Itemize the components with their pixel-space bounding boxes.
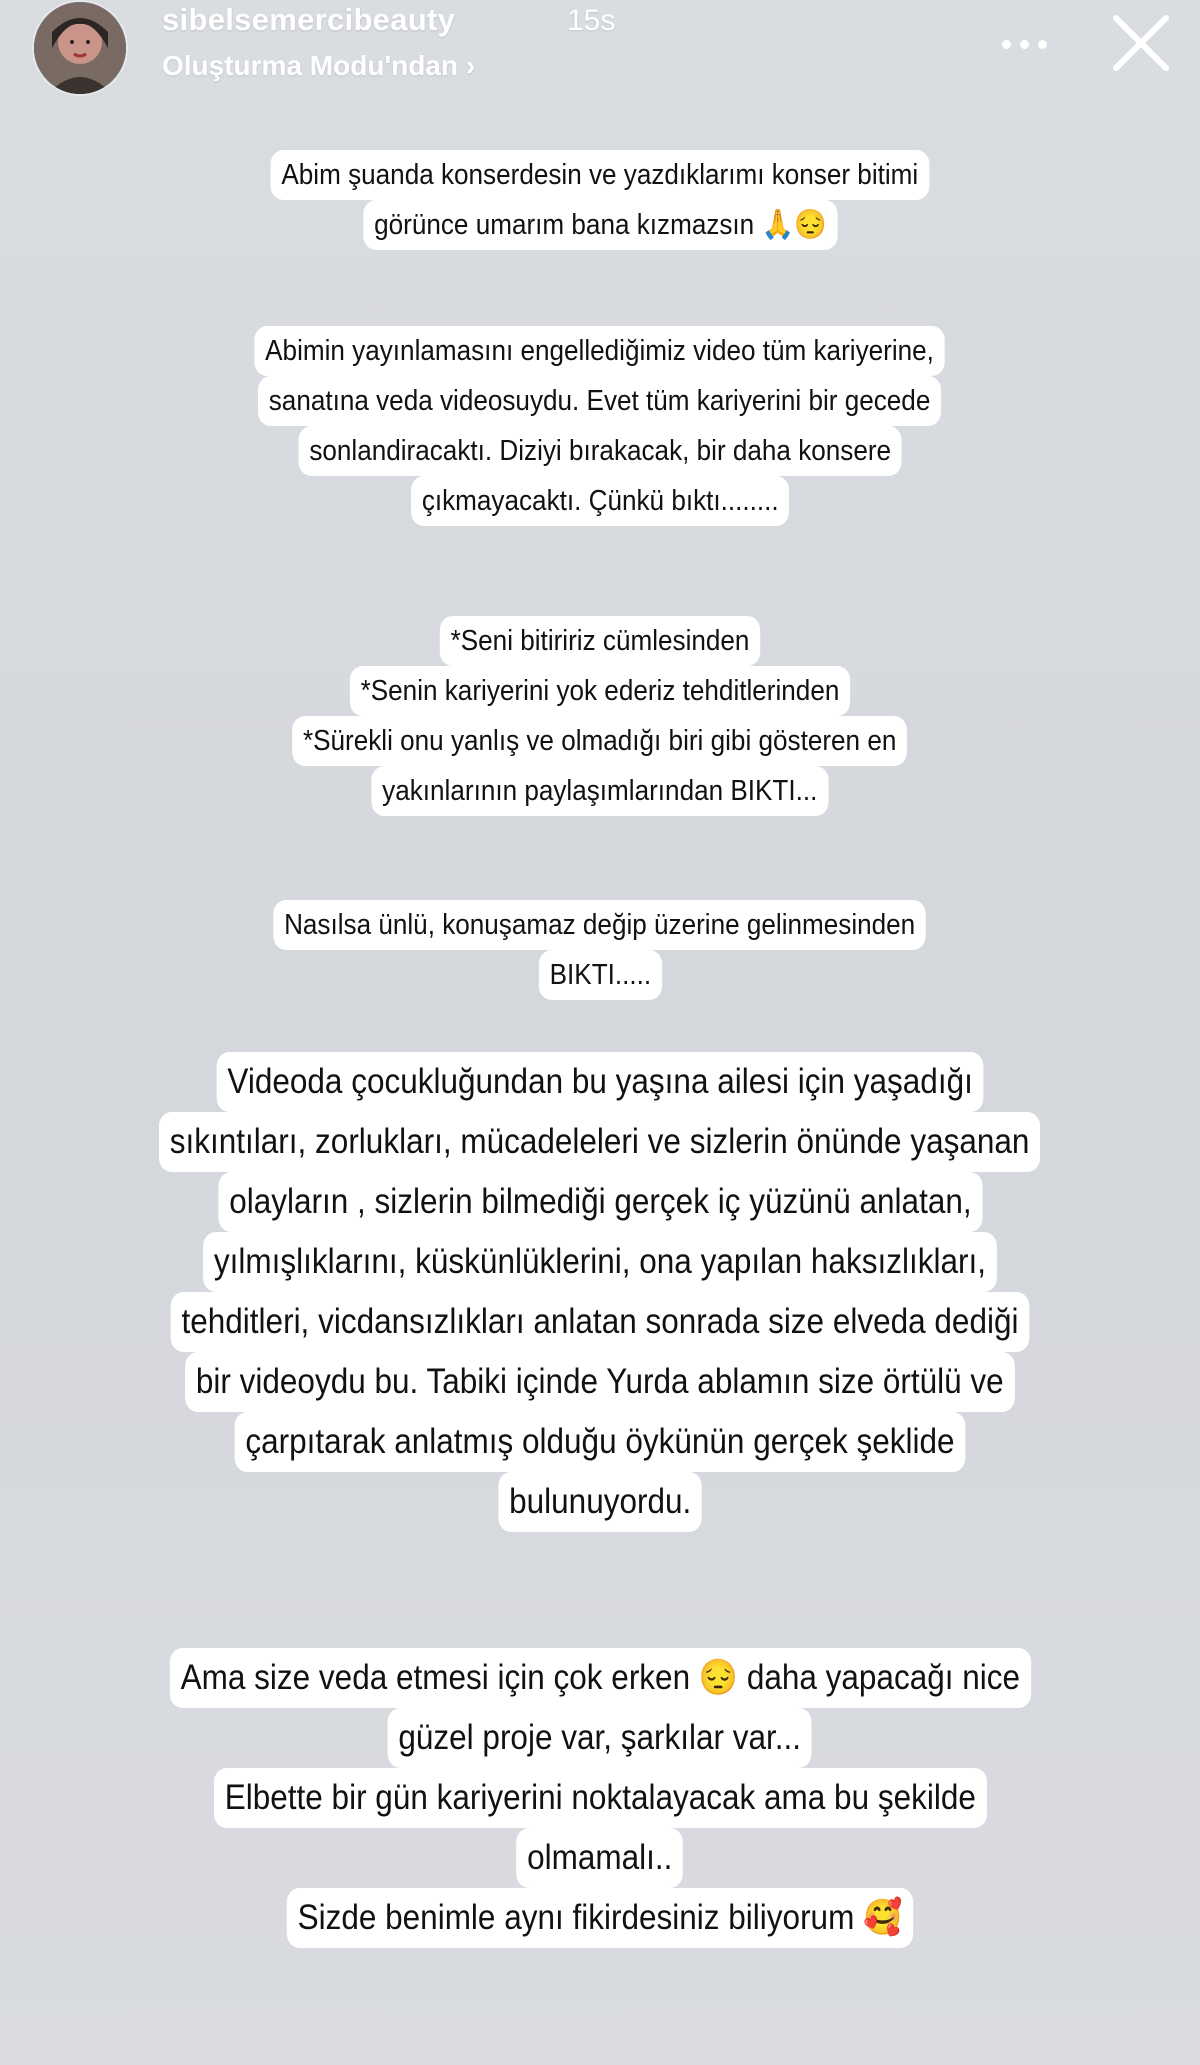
text-line: Ama size veda etmesi için çok erken 😔 daha yapacağı nice [169, 1648, 1030, 1708]
story-text-block-3 [0, 616, 1200, 816]
more-dot [1002, 40, 1011, 49]
story-text-block-1 [0, 150, 1200, 250]
story-text-block-6 [0, 1648, 1200, 1948]
text-line: bulunuyordu. [498, 1472, 702, 1532]
more-horizontal-icon[interactable] [996, 24, 1056, 64]
text-line: çarpıtarak anlatmış olduğu öykünün gerçek şeklide [235, 1412, 966, 1472]
profile-avatar[interactable] [34, 2, 126, 94]
text-line: Elbette bir gün kariyerini noktalayacak ama bu şekilde [214, 1768, 987, 1828]
text-line: BIKTI..... [538, 950, 661, 1000]
more-dot [1038, 40, 1047, 49]
text-line: sıkıntıları, zorlukları, mücadeleleri ve sizlerin önünde yaşanan [159, 1112, 1040, 1172]
text-line: sanatına veda videosuydu. Evet tüm kariyerini bir gecede [258, 376, 941, 426]
text-line: olayların , sizlerin bilmediği gerçek iç yüzünü anlatan, [218, 1172, 982, 1232]
text-line: güzel proje var, şarkılar var... [388, 1708, 812, 1768]
text-line: Abimin yayınlamasını engellediğimiz video tüm kariyerine, [255, 326, 945, 376]
text-line: olmamalı.. [517, 1828, 684, 1888]
story-text-block-2 [0, 326, 1200, 526]
username[interactable]: sibelsemercibeauty [162, 2, 456, 37]
avatar-image [34, 2, 126, 94]
time-ago: 15s [567, 4, 616, 37]
text-line: bir videoydu bu. Tabiki içinde Yurda ablamın size örtülü ve [185, 1352, 1014, 1412]
text-line: Abim şuanda konserdesin ve yazdıklarımı konser bitimi [271, 150, 929, 200]
text-line: çıkmayacaktı. Çünkü bıktı........ [411, 476, 789, 526]
text-line: *Senin kariyerini yok ederiz tehditlerinden [350, 666, 850, 716]
text-line: yılmışlıklarını, küskünlüklerini, ona yapılan haksızlıkları, [203, 1232, 997, 1292]
close-icon[interactable] [1110, 12, 1172, 74]
text-line: tehditleri, vicdansızlıkları anlatan sonrada size elveda dediği [171, 1292, 1030, 1352]
text-line: yakınlarının paylaşımlarından BIKTI... [372, 766, 829, 816]
text-line: Sizde benimle aynı fikirdesiniz biliyorum 🥰 [287, 1888, 913, 1948]
source-link[interactable] [162, 50, 475, 82]
chevron-right-icon: › [465, 50, 476, 81]
text-line: görünce umarım bana kızmazsın 🙏😔 [363, 200, 837, 250]
text-line: *Seni bitiririz cümlesinden [440, 616, 760, 666]
story-text-block-4 [0, 900, 1200, 1000]
text-line: Videoda çocukluğundan bu yaşına ailesi için yaşadığı [216, 1052, 983, 1112]
more-dot [1020, 40, 1029, 49]
text-line: sonlandiracaktı. Diziyi bırakacak, bir daha konsere [298, 426, 901, 476]
text-line: Nasılsa ünlü, konuşamaz değip üzerine gelinmesinden [274, 900, 927, 950]
story-text-block-5 [0, 1052, 1200, 1532]
text-line: *Sürekli onu yanlış ve olmadığı biri gibi gösteren en [293, 716, 908, 766]
story-header [0, 0, 1200, 100]
source-label: Oluşturma Modu'ndan [162, 50, 458, 81]
